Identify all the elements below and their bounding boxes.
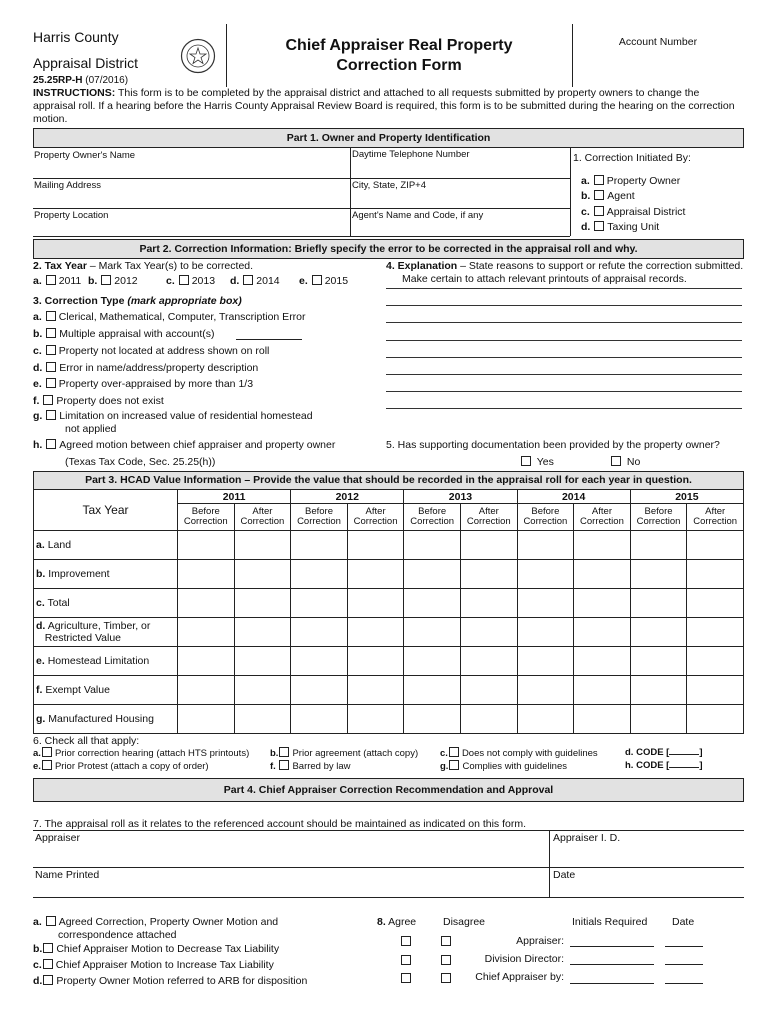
agree-checkbox[interactable] bbox=[400, 955, 414, 967]
value-cell[interactable] bbox=[234, 618, 291, 647]
value-cell[interactable] bbox=[574, 560, 631, 589]
agree-checkbox[interactable] bbox=[400, 936, 414, 948]
value-cell[interactable] bbox=[574, 676, 631, 705]
check-b[interactable]: b. Prior agreement (attach copy) bbox=[270, 748, 419, 759]
value-cell[interactable] bbox=[178, 676, 235, 705]
value-cell[interactable] bbox=[291, 647, 348, 676]
supporting-docs-question: 5. Has supporting documentation been provided by the property owner? bbox=[386, 439, 720, 451]
account-number-label: Account Number bbox=[618, 36, 698, 48]
type-f[interactable]: f. Property does not exist bbox=[33, 395, 164, 407]
initiated-property-owner[interactable]: a. Property Owner bbox=[581, 175, 681, 187]
after-col: After Correction bbox=[574, 504, 631, 531]
value-cell[interactable] bbox=[347, 618, 404, 647]
initiated-by-label: 1. Correction Initiated By: bbox=[573, 152, 691, 164]
part3-header: Part 3. HCAD Value Information – Provide the value that should be recorded in the appraisal roll for each year in question. bbox=[33, 471, 744, 490]
date-field[interactable]: Date bbox=[553, 869, 576, 881]
value-cell[interactable] bbox=[517, 705, 574, 734]
table-row: g. Manufactured Housing bbox=[34, 705, 744, 734]
property-location-field[interactable]: Property Location bbox=[34, 210, 109, 221]
type-c[interactable]: c. Property not located at address shown on roll bbox=[33, 345, 270, 357]
value-cell[interactable] bbox=[404, 589, 461, 618]
type-g[interactable]: g. Limitation on increased value of residential homestead bbox=[33, 410, 313, 422]
tax-year-label: 2. Tax Year – Mark Tax Year(s) to be corrected. bbox=[33, 260, 254, 272]
initials-line[interactable] bbox=[570, 983, 654, 984]
date-col: Date bbox=[672, 916, 695, 928]
value-cell[interactable] bbox=[404, 705, 461, 734]
year-2012: 2012 bbox=[291, 490, 404, 504]
value-cell[interactable] bbox=[460, 531, 517, 560]
type-e[interactable]: e. Property over-appraised by more than 1/3 bbox=[33, 378, 254, 390]
explanation-line[interactable] bbox=[386, 374, 742, 375]
explanation-line[interactable] bbox=[386, 288, 742, 289]
year-2014: 2014 bbox=[517, 490, 630, 504]
explanation-line[interactable] bbox=[386, 322, 742, 323]
value-cell[interactable] bbox=[291, 618, 348, 647]
value-cell[interactable] bbox=[687, 531, 744, 560]
after-col: After Correction bbox=[460, 504, 517, 531]
value-cell[interactable] bbox=[460, 589, 517, 618]
value-cell[interactable] bbox=[291, 531, 348, 560]
type-h-cont: (Texas Tax Code, Sec. 25.25(h)) bbox=[65, 456, 216, 468]
value-cell[interactable] bbox=[517, 676, 574, 705]
docs-no[interactable]: No bbox=[610, 456, 640, 468]
owner-name-field[interactable]: Property Owner's Name bbox=[34, 150, 136, 161]
explanation-line[interactable] bbox=[386, 408, 742, 409]
part4-header: Part 4. Chief Appraiser Correction Recommendation and Approval bbox=[33, 778, 744, 802]
explanation-line[interactable] bbox=[386, 391, 742, 392]
initials-line[interactable] bbox=[570, 964, 654, 965]
value-cell[interactable] bbox=[687, 705, 744, 734]
value-cell[interactable] bbox=[630, 589, 687, 618]
agree-checkbox[interactable] bbox=[400, 973, 414, 985]
signer-chief-appraiser: Chief Appraiser by: bbox=[475, 971, 564, 983]
explanation-line[interactable] bbox=[386, 357, 742, 358]
value-cell[interactable] bbox=[517, 647, 574, 676]
correction-type-label: 3. Correction Type (mark appropriate box) bbox=[33, 295, 242, 307]
signer-appraiser: Appraiser: bbox=[516, 935, 564, 947]
check-e[interactable]: e. Prior Protest (attach a copy of order) bbox=[33, 761, 209, 772]
check-all-label: 6. Check all that apply: bbox=[33, 735, 140, 747]
org-name: Harris County Appraisal District bbox=[33, 29, 139, 71]
checkbox[interactable] bbox=[594, 221, 604, 231]
after-col: After Correction bbox=[234, 504, 291, 531]
value-cell[interactable] bbox=[178, 560, 235, 589]
tax-year-2014[interactable]: d. 2014 bbox=[230, 275, 280, 287]
table-row: b. Improvement bbox=[34, 560, 744, 589]
value-cell[interactable] bbox=[460, 560, 517, 589]
value-cell[interactable] bbox=[178, 618, 235, 647]
explanation-label: 4. Explanation – State reasons to support or refute the correction submitted. bbox=[386, 260, 744, 272]
checkbox[interactable] bbox=[594, 175, 604, 185]
explanation-line[interactable] bbox=[386, 340, 742, 341]
type-b[interactable]: b. Multiple appraisal with account(s) bbox=[33, 328, 215, 340]
motion-a[interactable]: a. Agreed Correction, Property Owner Motion and bbox=[33, 916, 279, 928]
tax-year-2012[interactable]: b. 2012 bbox=[88, 275, 138, 287]
value-cell[interactable] bbox=[404, 676, 461, 705]
value-cell[interactable] bbox=[347, 560, 404, 589]
value-cell[interactable] bbox=[234, 705, 291, 734]
appraiser-id-field[interactable]: Appraiser I. D. bbox=[553, 832, 621, 844]
value-cell[interactable] bbox=[517, 531, 574, 560]
value-cell[interactable] bbox=[178, 705, 235, 734]
value-cell[interactable] bbox=[347, 676, 404, 705]
name-printed-field[interactable]: Name Printed bbox=[35, 869, 100, 881]
initiated-taxing-unit[interactable]: d. Taxing Unit bbox=[581, 221, 660, 233]
value-cell[interactable] bbox=[291, 560, 348, 589]
value-cell[interactable] bbox=[178, 531, 235, 560]
motion-b[interactable]: b. Chief Appraiser Motion to Decrease Tax Liability bbox=[33, 943, 280, 955]
q8-label: 8. Agree bbox=[377, 916, 417, 928]
value-cell[interactable] bbox=[291, 705, 348, 734]
value-cell[interactable] bbox=[404, 560, 461, 589]
table-row: e. Homestead Limitation bbox=[34, 647, 744, 676]
tax-year-2013[interactable]: c. 2013 bbox=[166, 275, 216, 287]
q7-text: 7. The appraisal roll as it relates to the referenced account should be maintained as indicated on this form. bbox=[33, 818, 527, 830]
value-cell[interactable] bbox=[630, 560, 687, 589]
appraiser-field[interactable]: Appraiser bbox=[35, 832, 80, 844]
disagree-checkbox[interactable] bbox=[440, 936, 454, 948]
account-line bbox=[236, 339, 302, 340]
value-cell[interactable] bbox=[178, 589, 235, 618]
before-col: Before Correction bbox=[404, 504, 461, 531]
check-a[interactable]: a. Prior correction hearing (attach HTS printouts) bbox=[33, 748, 250, 759]
motion-d[interactable]: d. Property Owner Motion referred to ARB for disposition bbox=[33, 975, 308, 987]
value-cell[interactable] bbox=[687, 647, 744, 676]
value-cell[interactable] bbox=[574, 705, 631, 734]
motion-a-cont: correspondence attached bbox=[58, 929, 177, 941]
value-cell[interactable] bbox=[460, 647, 517, 676]
agent-field[interactable]: Agent's Name and Code, if any bbox=[352, 210, 484, 221]
disagree-col: Disagree bbox=[443, 916, 486, 928]
value-cell[interactable] bbox=[347, 589, 404, 618]
value-cell[interactable] bbox=[347, 705, 404, 734]
form-code: 25.25RP-H (07/2016) bbox=[33, 75, 129, 86]
value-cell[interactable] bbox=[687, 618, 744, 647]
code-d[interactable]: d. CODE [ ] bbox=[625, 747, 703, 758]
table-row: d. Agriculture, Timber, or Restricted Value bbox=[34, 618, 744, 647]
phone-field[interactable]: Daytime Telephone Number bbox=[352, 149, 470, 160]
table-row: a. Land bbox=[34, 531, 744, 560]
date-line[interactable] bbox=[665, 964, 703, 965]
value-cell[interactable] bbox=[517, 560, 574, 589]
check-c[interactable]: c. Does not comply with guidelines bbox=[440, 748, 598, 759]
instructions: INSTRUCTIONS: This form is to be completed by the appraisal district and attached to all requests submitted by property owners to change the appraisal roll. If a hearing before the Harris County Appraisal Review Board is required, this form is to be submitted during the hearing on the correction motion. bbox=[33, 87, 735, 125]
initials-col: Initials Required bbox=[572, 916, 648, 928]
check-f[interactable]: f. Barred by law bbox=[270, 761, 351, 772]
after-col: After Correction bbox=[687, 504, 744, 531]
value-cell[interactable] bbox=[234, 647, 291, 676]
value-cell[interactable] bbox=[687, 560, 744, 589]
explanation-label-2: Make certain to attach relevant printouts of appraisal records. bbox=[402, 273, 687, 285]
value-cell[interactable] bbox=[630, 618, 687, 647]
code-h[interactable]: h. CODE [ ] bbox=[625, 760, 703, 771]
hcad-seal-icon bbox=[180, 38, 216, 74]
value-cell[interactable] bbox=[404, 618, 461, 647]
year-2011: 2011 bbox=[178, 490, 291, 504]
value-cell[interactable] bbox=[234, 560, 291, 589]
value-cell[interactable] bbox=[460, 705, 517, 734]
year-2013: 2013 bbox=[404, 490, 517, 504]
type-g-cont: not applied bbox=[65, 423, 117, 435]
value-cell[interactable] bbox=[517, 589, 574, 618]
before-col: Before Correction bbox=[178, 504, 235, 531]
part2-header: Part 2. Correction Information: Briefly specify the error to be corrected in the appraisal roll and why. bbox=[33, 239, 744, 259]
check-g[interactable]: g. Complies with guidelines bbox=[440, 761, 568, 772]
year-2015: 2015 bbox=[630, 490, 743, 504]
form-title: Chief Appraiser Real Property Correction Form bbox=[285, 37, 513, 74]
checkbox[interactable] bbox=[594, 206, 604, 216]
value-cell[interactable] bbox=[574, 589, 631, 618]
disagree-checkbox[interactable] bbox=[440, 955, 454, 967]
before-col: Before Correction bbox=[517, 504, 574, 531]
table-row: c. Total bbox=[34, 589, 744, 618]
after-col: After Correction bbox=[347, 504, 404, 531]
value-cell[interactable] bbox=[687, 589, 744, 618]
value-cell[interactable] bbox=[574, 618, 631, 647]
value-cell[interactable] bbox=[517, 618, 574, 647]
value-cell[interactable] bbox=[291, 676, 348, 705]
value-cell[interactable] bbox=[404, 647, 461, 676]
type-a[interactable]: a. Clerical, Mathematical, Computer, Transcription Error bbox=[33, 311, 306, 323]
value-cell[interactable] bbox=[630, 705, 687, 734]
value-cell[interactable] bbox=[460, 676, 517, 705]
value-cell[interactable] bbox=[291, 589, 348, 618]
before-col: Before Correction bbox=[291, 504, 348, 531]
date-line[interactable] bbox=[665, 946, 703, 947]
initiated-agent[interactable]: b. Agent bbox=[581, 190, 635, 202]
initials-line[interactable] bbox=[570, 946, 654, 947]
value-cell[interactable] bbox=[178, 647, 235, 676]
mailing-address-field[interactable]: Mailing Address bbox=[34, 180, 102, 191]
value-cell[interactable] bbox=[404, 531, 461, 560]
table-row: f. Exempt Value bbox=[34, 676, 744, 705]
type-d[interactable]: d. Error in name/address/property description bbox=[33, 362, 259, 374]
value-cell[interactable] bbox=[630, 676, 687, 705]
tax-year-2015[interactable]: e. 2015 bbox=[299, 275, 349, 287]
city-state-zip-field[interactable]: City, State, ZIP+4 bbox=[352, 180, 427, 191]
value-cell[interactable] bbox=[574, 647, 631, 676]
value-cell[interactable] bbox=[687, 676, 744, 705]
part1-header: Part 1. Owner and Property Identification bbox=[33, 128, 744, 148]
initiated-appraisal-district[interactable]: c. Appraisal District bbox=[581, 206, 686, 218]
value-cell[interactable] bbox=[460, 618, 517, 647]
value-cell[interactable] bbox=[347, 647, 404, 676]
tax-year-2011[interactable]: a. 2011 bbox=[33, 275, 82, 287]
disagree-checkbox[interactable] bbox=[440, 973, 454, 985]
value-cell[interactable] bbox=[234, 676, 291, 705]
value-cell[interactable] bbox=[574, 531, 631, 560]
signer-division-director: Division Director: bbox=[484, 953, 564, 965]
date-line[interactable] bbox=[665, 983, 703, 984]
motion-c[interactable]: c. Chief Appraiser Motion to Increase Tax Liability bbox=[33, 959, 274, 971]
value-cell[interactable] bbox=[630, 531, 687, 560]
value-cell[interactable] bbox=[234, 589, 291, 618]
docs-yes[interactable]: Yes bbox=[520, 456, 554, 468]
value-table bbox=[33, 489, 744, 734]
tax-year-col-header: Tax Year bbox=[34, 490, 178, 531]
value-cell[interactable] bbox=[347, 531, 404, 560]
value-cell[interactable] bbox=[234, 531, 291, 560]
checkbox[interactable] bbox=[594, 190, 604, 200]
type-h[interactable]: h. Agreed motion between chief appraiser and property owner bbox=[33, 439, 336, 451]
before-col: Before Correction bbox=[630, 504, 687, 531]
value-cell[interactable] bbox=[630, 647, 687, 676]
explanation-line[interactable] bbox=[386, 305, 742, 306]
